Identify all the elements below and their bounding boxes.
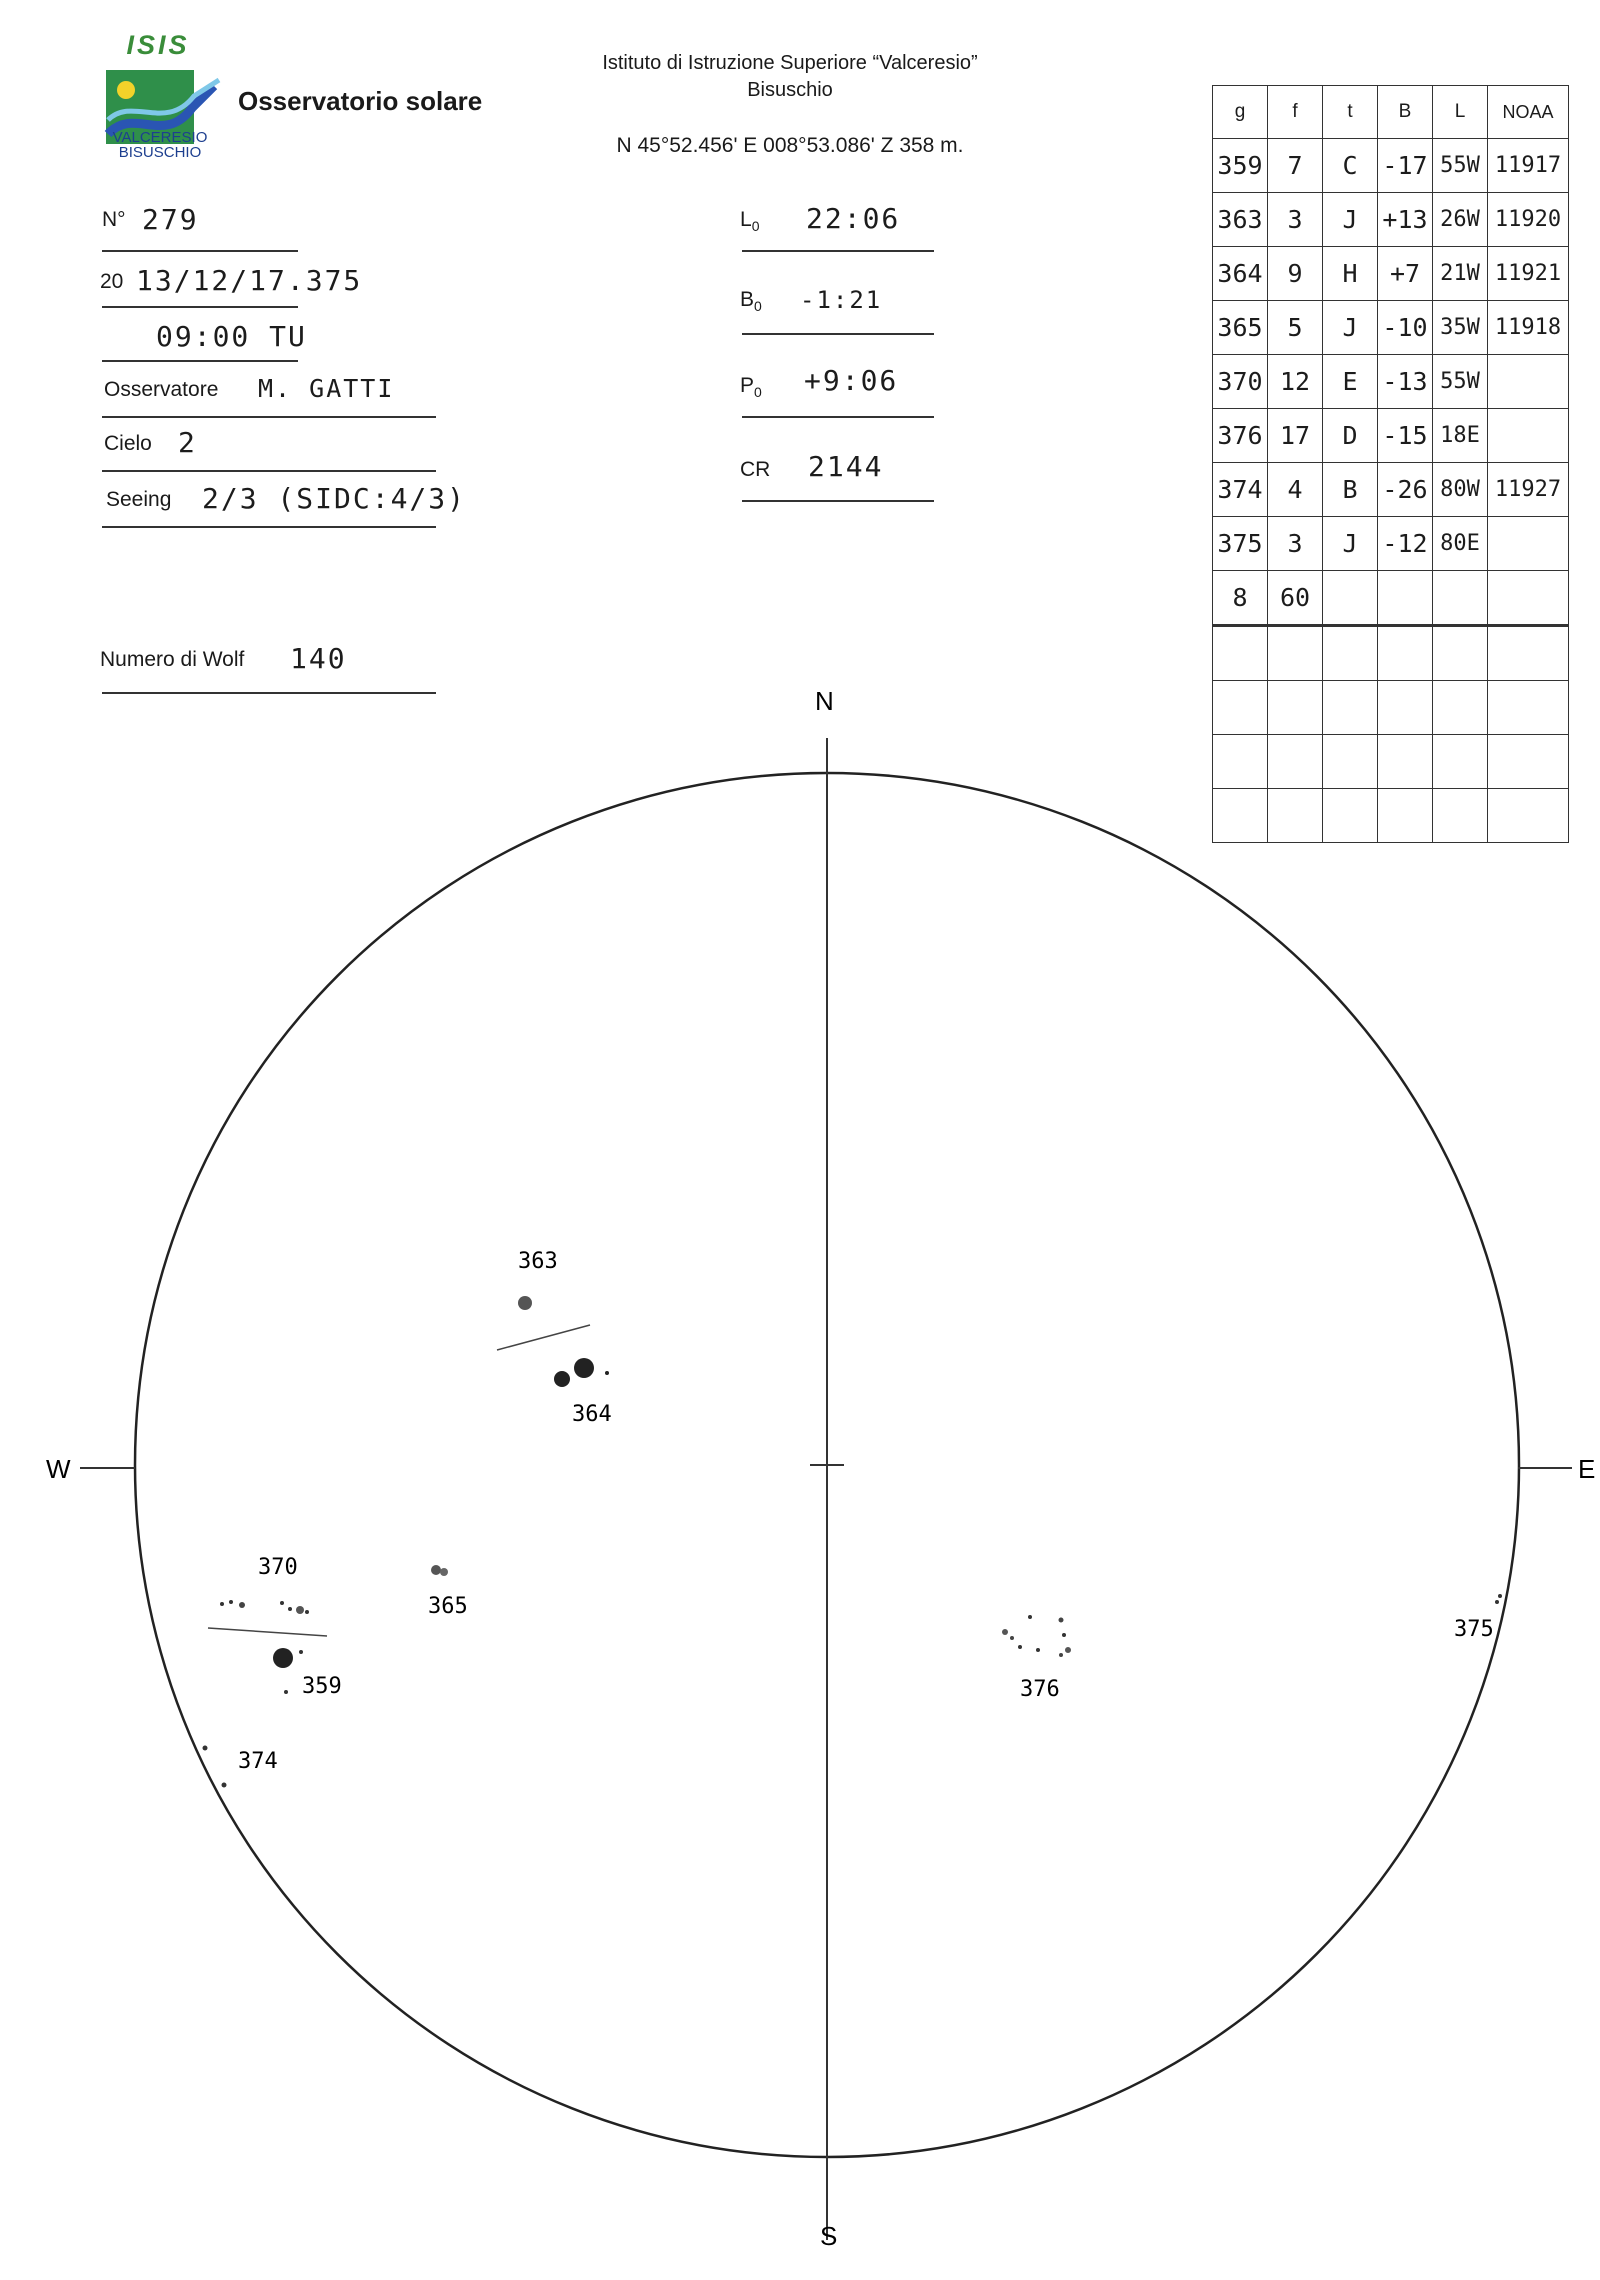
north-label: N	[815, 686, 834, 716]
wolf-number-rule	[102, 692, 436, 694]
header-t: t	[1323, 86, 1378, 139]
cell-empty	[1378, 789, 1433, 843]
sunspot	[1059, 1618, 1064, 1623]
cell-empty	[1323, 681, 1378, 735]
time-rule	[102, 360, 298, 362]
cell-noaa: 11921	[1488, 247, 1569, 301]
cell-l: 35W	[1433, 301, 1488, 355]
group-axis-line	[497, 1325, 590, 1350]
sunspot	[1028, 1615, 1032, 1619]
cell-empty	[1488, 681, 1569, 735]
header-noaa: NOAA	[1488, 86, 1569, 139]
total-groups: 8	[1213, 571, 1268, 626]
table-row	[1213, 517, 1569, 571]
record-number-rule	[102, 250, 298, 252]
cell-l: 26W	[1433, 193, 1488, 247]
cell-empty	[1378, 571, 1433, 626]
cell-empty	[1378, 735, 1433, 789]
cell-b: -12	[1378, 517, 1433, 571]
cell-f: 9	[1268, 247, 1323, 301]
group-label-364: 364	[572, 1402, 612, 1427]
header-g: g	[1213, 86, 1268, 139]
l0-rule	[742, 250, 934, 252]
cell-t: H	[1323, 247, 1378, 301]
observer-rule	[102, 416, 436, 418]
cr-rule	[742, 500, 934, 502]
group-label-376: 376	[1020, 1677, 1060, 1702]
cell-b: -13	[1378, 355, 1433, 409]
sunspot	[203, 1746, 208, 1751]
seeing-label: Seeing	[106, 488, 172, 511]
observer-label: Osservatore	[104, 378, 219, 401]
cell-g: 370	[1213, 355, 1268, 409]
time-value: 09:00 TU	[156, 320, 307, 353]
cell-empty	[1488, 571, 1569, 626]
date-value: 13/12/17.375	[136, 264, 363, 297]
cell-t: J	[1323, 193, 1378, 247]
group-label-359: 359	[302, 1674, 342, 1699]
date-rule	[102, 306, 298, 308]
cell-noaa	[1488, 355, 1569, 409]
b0-label: $B_0$	[740, 288, 762, 315]
south-label: S	[820, 2221, 838, 2251]
totals-row	[1213, 571, 1569, 626]
cell-empty	[1488, 735, 1569, 789]
cell-f: 4	[1268, 463, 1323, 517]
cell-l: 80E	[1433, 517, 1488, 571]
cell-empty	[1213, 681, 1268, 735]
cell-f: 3	[1268, 193, 1323, 247]
cell-b: +7	[1378, 247, 1433, 301]
west-label: W	[46, 1454, 71, 1484]
sunspot	[1495, 1600, 1499, 1604]
cell-t: J	[1323, 517, 1378, 571]
sunspot	[222, 1783, 227, 1788]
group-label-365: 365	[428, 1594, 468, 1619]
institute-line-2: Bisuschio	[747, 79, 833, 101]
cell-f: 7	[1268, 139, 1323, 193]
cell-empty	[1378, 626, 1433, 681]
seeing-rule	[102, 526, 436, 528]
sunspot	[305, 1610, 309, 1614]
sunspot	[574, 1358, 594, 1378]
cell-f: 12	[1268, 355, 1323, 409]
header-b: B	[1378, 86, 1433, 139]
table-row	[1213, 301, 1569, 355]
cell-l: 55W	[1433, 139, 1488, 193]
b0-rule	[742, 333, 934, 335]
date-prefix: 20	[100, 270, 124, 293]
cell-g: 376	[1213, 409, 1268, 463]
cell-l: 21W	[1433, 247, 1488, 301]
cell-b: +13	[1378, 193, 1433, 247]
observer-value: M. GATTI	[258, 374, 395, 403]
cell-empty	[1268, 789, 1323, 843]
empty-row	[1213, 735, 1569, 789]
cell-noaa	[1488, 517, 1569, 571]
table-header-row	[1213, 86, 1569, 139]
cell-empty	[1213, 735, 1268, 789]
cell-empty	[1323, 789, 1378, 843]
cell-g: 365	[1213, 301, 1268, 355]
institute-name	[540, 50, 1040, 104]
cr-value: 2144	[808, 450, 884, 483]
sunspot	[1010, 1636, 1014, 1640]
cell-t: D	[1323, 409, 1378, 463]
group-label-363: 363	[518, 1249, 558, 1274]
sunspot	[273, 1648, 293, 1668]
sunspot	[1059, 1653, 1063, 1657]
cell-b: -10	[1378, 301, 1433, 355]
cell-g: 363	[1213, 193, 1268, 247]
cell-b: -26	[1378, 463, 1433, 517]
cell-empty	[1213, 626, 1268, 681]
record-number-value: 279	[142, 203, 199, 236]
total-spots: 60	[1268, 571, 1323, 626]
p0-value: +9:06	[804, 364, 899, 397]
cell-noaa: 11927	[1488, 463, 1569, 517]
cell-empty	[1433, 789, 1488, 843]
cell-empty	[1213, 789, 1268, 843]
cell-f: 5	[1268, 301, 1323, 355]
sunspot	[518, 1296, 532, 1310]
table-row	[1213, 193, 1569, 247]
cell-noaa: 11918	[1488, 301, 1569, 355]
logo-wordmark: ISIS	[126, 30, 190, 60]
sunspot	[1062, 1633, 1066, 1637]
logo-caption-line-2: BISUSCHIO	[118, 144, 202, 161]
solar-disc-outline	[135, 773, 1519, 2157]
sky-value: 2	[178, 426, 197, 459]
sunspot	[440, 1568, 448, 1576]
cell-t: C	[1323, 139, 1378, 193]
cell-g: 374	[1213, 463, 1268, 517]
l0-value: 22:06	[806, 202, 901, 235]
group-label-375: 375	[1454, 1617, 1494, 1642]
sunspot	[299, 1650, 303, 1654]
sunspot	[554, 1371, 570, 1387]
cell-t: B	[1323, 463, 1378, 517]
empty-row	[1213, 681, 1569, 735]
table-row	[1213, 463, 1569, 517]
wolf-number-label: Numero di Wolf	[100, 648, 245, 671]
sunspot	[220, 1602, 224, 1606]
cell-t: E	[1323, 355, 1378, 409]
empty-row	[1213, 626, 1569, 681]
cell-empty	[1488, 626, 1569, 681]
cr-label: CR	[740, 458, 771, 481]
sunspot	[431, 1565, 441, 1575]
cell-empty	[1433, 681, 1488, 735]
header-l: L	[1433, 86, 1488, 139]
sunspot	[1002, 1629, 1008, 1635]
cell-empty	[1323, 571, 1378, 626]
record-number-label: N°	[102, 208, 126, 231]
cell-b: -15	[1378, 409, 1433, 463]
header-f: f	[1268, 86, 1323, 139]
sunspot	[229, 1600, 233, 1604]
east-label: E	[1578, 1454, 1596, 1484]
group-axis-line	[208, 1628, 327, 1636]
cell-b: -17	[1378, 139, 1433, 193]
cell-empty	[1433, 735, 1488, 789]
cell-t: J	[1323, 301, 1378, 355]
cell-empty	[1378, 681, 1433, 735]
group-label-374: 374	[238, 1749, 278, 1774]
sunspot	[288, 1607, 292, 1611]
table-row	[1213, 247, 1569, 301]
p0-rule	[742, 416, 934, 418]
sunspot	[1036, 1648, 1040, 1652]
cell-g: 375	[1213, 517, 1268, 571]
sunspot	[605, 1371, 609, 1375]
cell-empty	[1268, 681, 1323, 735]
cell-noaa: 11917	[1488, 139, 1569, 193]
logo-caption-line-1: VALCERESIO	[112, 129, 208, 146]
table-row	[1213, 139, 1569, 193]
institute-line-1: Istituto di Istruzione Superiore “Valceresio”	[602, 52, 978, 74]
table-row	[1213, 409, 1569, 463]
cell-empty	[1488, 789, 1569, 843]
sunspot	[1018, 1645, 1022, 1649]
sunspot	[1065, 1647, 1071, 1653]
wolf-number-value: 140	[290, 642, 347, 675]
logo-caption	[104, 130, 216, 160]
observatory-title: Osservatorio solare	[238, 86, 483, 116]
site-coordinates: N 45°52.456' E 008°53.086' Z 358 m.	[616, 134, 964, 157]
l0-label: $L_0$	[740, 208, 760, 235]
sunspot	[239, 1602, 245, 1608]
cell-g: 359	[1213, 139, 1268, 193]
cell-empty	[1323, 735, 1378, 789]
sunspot	[280, 1601, 284, 1605]
cell-f: 3	[1268, 517, 1323, 571]
b0-value: -1:21	[800, 286, 883, 314]
sky-label: Cielo	[104, 432, 152, 455]
p0-label: $P_0$	[740, 374, 762, 401]
cell-empty	[1433, 571, 1488, 626]
cell-empty	[1433, 626, 1488, 681]
cell-f: 17	[1268, 409, 1323, 463]
groups-table	[1212, 85, 1569, 843]
cell-g: 364	[1213, 247, 1268, 301]
cell-empty	[1268, 626, 1323, 681]
sky-rule	[102, 470, 436, 472]
empty-row	[1213, 789, 1569, 843]
cell-l: 80W	[1433, 463, 1488, 517]
sunspot	[296, 1606, 304, 1614]
cell-noaa	[1488, 409, 1569, 463]
cell-l: 18E	[1433, 409, 1488, 463]
cell-noaa: 11920	[1488, 193, 1569, 247]
group-label-370: 370	[258, 1555, 298, 1580]
cell-l: 55W	[1433, 355, 1488, 409]
table-row	[1213, 355, 1569, 409]
sunspot-groups-table	[1212, 85, 1569, 843]
sunspot	[1498, 1594, 1502, 1598]
cell-empty	[1268, 735, 1323, 789]
cell-empty	[1323, 626, 1378, 681]
seeing-value: 2/3 (SIDC:4/3)	[202, 482, 467, 515]
sunspot	[284, 1690, 288, 1694]
